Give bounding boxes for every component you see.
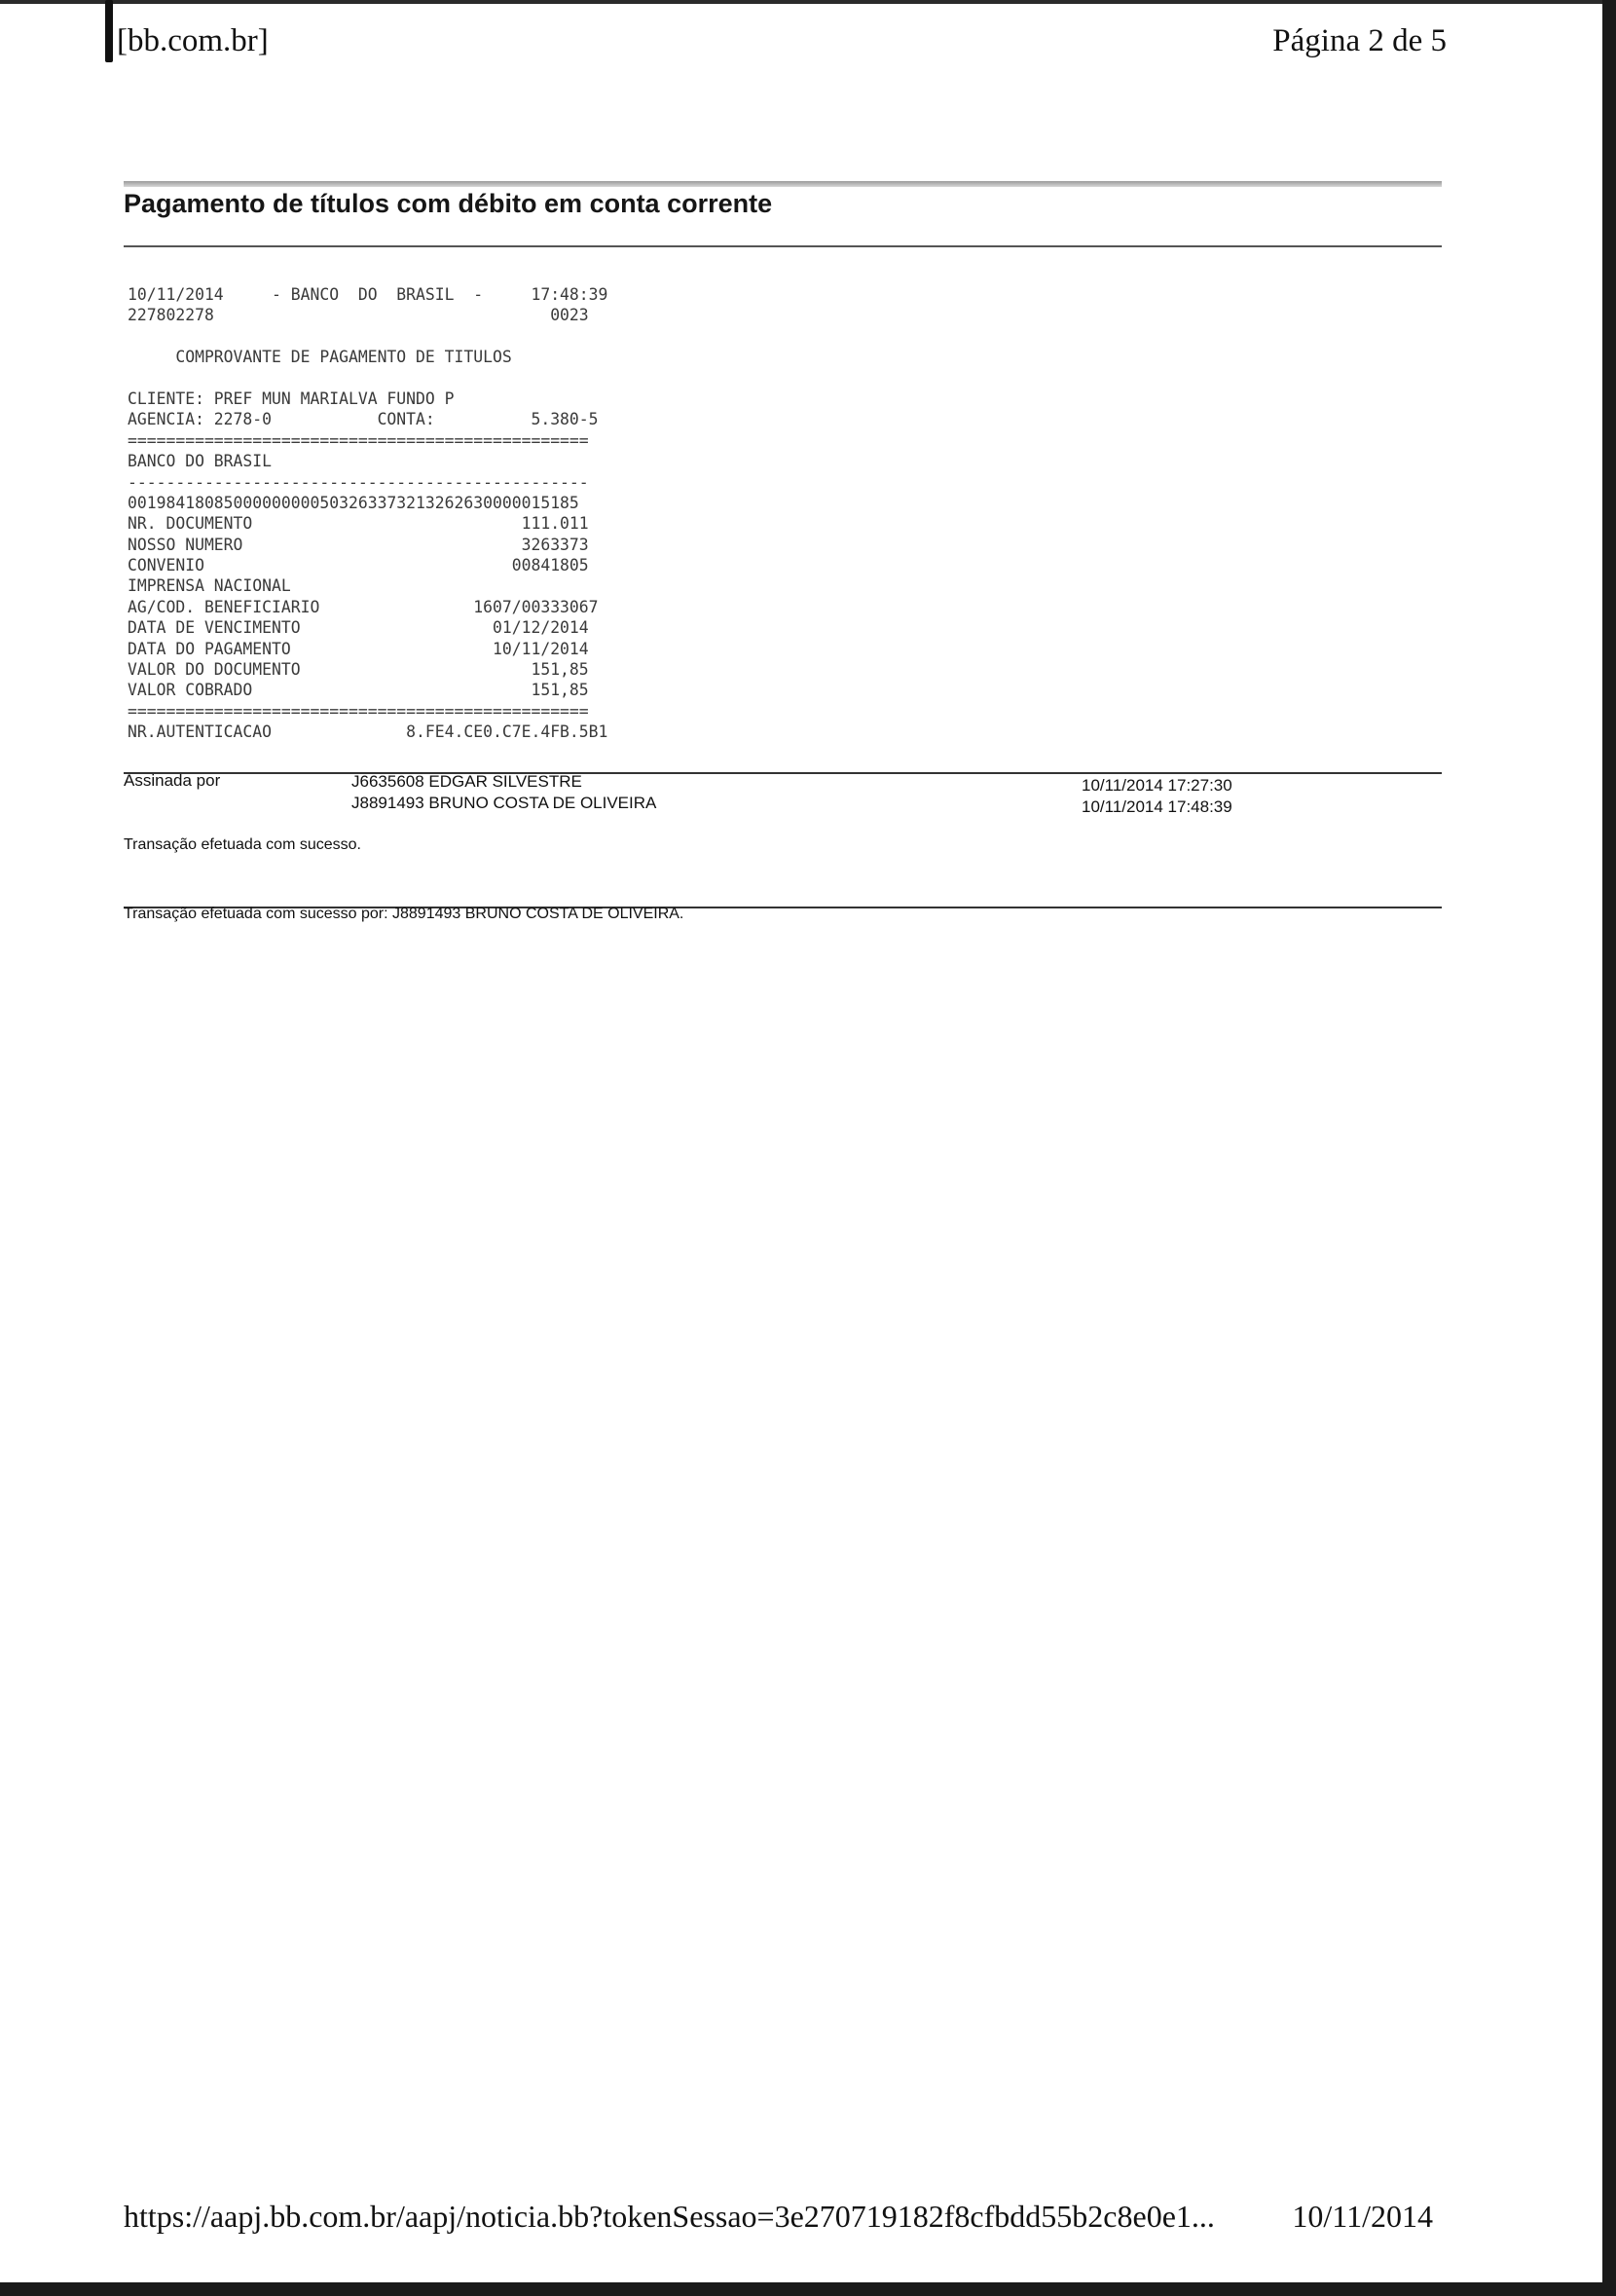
title-rule-bottom [124, 245, 1442, 247]
receipt-line: VALOR DO DOCUMENTO 151,85 [128, 660, 589, 680]
signed-by-label: Assinada por [124, 771, 221, 790]
signature-rule [124, 772, 1442, 774]
receipt-line [128, 326, 607, 347]
receipt-line: ================================================ [128, 430, 589, 450]
receipt-line: DATA DE VENCIMENTO 01/12/2014 [128, 618, 589, 638]
document-title: Pagamento de títulos com débito em conta corrente [124, 189, 773, 218]
staple-mark [105, 0, 113, 62]
receipt-line: AGENCIA: 2278-0 CONTA: 5.380-5 [128, 410, 599, 429]
receipt-line: CLIENTE: PREF MUN MARIALVA FUNDO P [128, 389, 455, 408]
receipt-line: NR.AUTENTICACAO 8.FE4.CE0.C7E.4FB.5B1 [128, 722, 608, 742]
receipt-line: NOSSO NUMERO 3263373 [128, 535, 589, 554]
signature-times [1082, 775, 1232, 818]
receipt-line: 10/11/2014 - BANCO DO BRASIL - 17:48:39 [128, 285, 608, 304]
receipt-line: NR. DOCUMENTO 111.011 [128, 514, 589, 534]
receipt-line: IMPRENSA NACIONAL [128, 576, 291, 596]
signer-list [351, 771, 656, 814]
status-message: Transação efetuada com sucesso. [124, 836, 361, 853]
receipt-line: ================================================ [128, 701, 589, 721]
receipt-line: 227802278 0023 [128, 306, 589, 325]
confirmation-message: Transação efetuada com sucesso por: J8891493 BRUNO COSTA DE OLIVEIRA. [124, 906, 684, 922]
page-header [117, 23, 1447, 66]
receipt-line: AG/COD. BENEFICIARIO 1607/00333067 [128, 597, 599, 616]
source-url: https://aapj.bb.com.br/aapj/noticia.bb?tokenSessao=3e270719182f8cfbdd55b2c8e0e1... [124, 2199, 1215, 2234]
signature-timestamp: 10/11/2014 17:48:39 [1082, 797, 1232, 816]
receipt-line: DATA DO PAGAMENTO 10/11/2014 [128, 639, 589, 658]
signer-name: J6635608 EDGAR SILVESTRE [351, 772, 582, 791]
receipt-line [128, 368, 607, 389]
receipt-line: BANCO DO BRASIL [128, 452, 273, 471]
scan-edge-top [0, 0, 1616, 4]
page-number: Página 2 de 5 [1272, 23, 1447, 58]
receipt-line: 00198418085000000000503263373213262630000015185 [128, 493, 579, 512]
receipt-line: ------------------------------------------------ [128, 472, 589, 492]
site-label: [bb.com.br] [117, 23, 269, 58]
scan-edge-right [1602, 0, 1616, 2296]
payment-receipt [128, 284, 607, 743]
receipt-line: CONVENIO 00841805 [128, 556, 589, 575]
signer-name: J8891493 BRUNO COSTA DE OLIVEIRA [351, 794, 657, 812]
scan-edge-bottom [0, 2282, 1616, 2296]
signature-timestamp: 10/11/2014 17:27:30 [1082, 776, 1232, 795]
title-rule-top [124, 181, 1442, 187]
receipt-line: COMPROVANTE DE PAGAMENTO DE TITULOS [128, 348, 512, 367]
page-footer [124, 2199, 1433, 2241]
receipt-line: VALOR COBRADO 151,85 [128, 681, 589, 700]
print-date: 10/11/2014 [1292, 2199, 1433, 2234]
